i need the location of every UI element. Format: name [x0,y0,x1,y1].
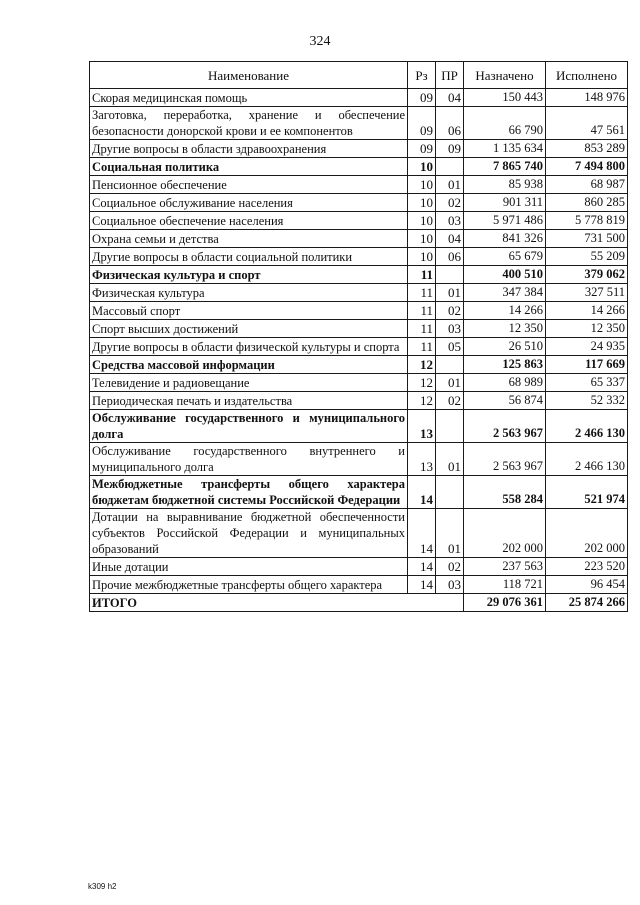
row-assigned: 2 563 967 [464,410,546,443]
table-row [90,476,628,509]
row-name: Дотации на выравнивание бюджетной обеспеченности субъектов Российской Федерации и муниципальных образований [90,509,408,558]
total-assigned: 29 076 361 [464,594,546,612]
header-name: Наименование [90,62,408,89]
row-assigned: 26 510 [464,338,546,356]
row-rz: 11 [408,284,436,302]
page-number: 324 [309,34,331,49]
row-executed: 148 976 [546,89,628,107]
table-row [90,284,628,302]
row-assigned: 5 971 486 [464,212,546,230]
table-row [90,338,628,356]
row-assigned: 237 563 [464,558,546,576]
row-executed: 853 289 [546,140,628,158]
row-assigned: 125 863 [464,356,546,374]
row-executed: 117 669 [546,356,628,374]
row-executed: 2 466 130 [546,443,628,476]
table-row [90,158,628,176]
row-name: Иные дотации [90,558,408,576]
row-executed: 731 500 [546,230,628,248]
row-pr [436,410,464,443]
row-assigned: 66 790 [464,107,546,140]
table-row [90,302,628,320]
row-executed: 55 209 [546,248,628,266]
row-executed: 7 494 800 [546,158,628,176]
row-assigned: 56 874 [464,392,546,410]
table-row [90,194,628,212]
row-executed: 223 520 [546,558,628,576]
row-assigned: 2 563 967 [464,443,546,476]
row-executed: 521 974 [546,476,628,509]
row-rz: 11 [408,338,436,356]
row-assigned: 12 350 [464,320,546,338]
row-pr: 01 [436,443,464,476]
row-rz: 14 [408,576,436,594]
row-rz: 11 [408,302,436,320]
table-row [90,374,628,392]
row-rz: 10 [408,176,436,194]
table-header-row [90,62,628,89]
row-name: Пенсионное обеспечение [90,176,408,194]
table-row [90,107,628,140]
table-row [90,266,628,284]
row-rz: 09 [408,107,436,140]
row-pr: 01 [436,509,464,558]
row-pr: 06 [436,107,464,140]
row-name: Заготовка, переработка, хранение и обеспечение безопасности донорской крови и ее компонентов [90,107,408,140]
table-row [90,140,628,158]
row-pr: 09 [436,140,464,158]
header-executed: Исполнено [546,62,628,89]
row-executed: 12 350 [546,320,628,338]
row-pr: 01 [436,374,464,392]
row-pr: 01 [436,176,464,194]
row-rz: 14 [408,476,436,509]
row-executed: 52 332 [546,392,628,410]
header-rz: Рз [408,62,436,89]
row-name: Прочие межбюджетные трансферты общего характера [90,576,408,594]
header-pr: ПР [436,62,464,89]
row-rz: 11 [408,320,436,338]
row-rz: 10 [408,230,436,248]
row-executed: 96 454 [546,576,628,594]
row-name: Телевидение и радиовещание [90,374,408,392]
row-name: Физическая культура [90,284,408,302]
total-row [90,594,628,612]
row-pr: 01 [436,284,464,302]
row-pr [436,266,464,284]
table-row [90,248,628,266]
row-rz: 12 [408,374,436,392]
row-name: Физическая культура и спорт [90,266,408,284]
row-name: Спорт высших достижений [90,320,408,338]
row-assigned: 85 938 [464,176,546,194]
row-executed: 202 000 [546,509,628,558]
table-row [90,89,628,107]
row-rz: 10 [408,158,436,176]
row-name: Межбюджетные трансферты общего характера бюджетам бюджетной системы Российской Федерации [90,476,408,509]
row-assigned: 400 510 [464,266,546,284]
row-pr: 03 [436,576,464,594]
header-assigned: Назначено [464,62,546,89]
table-row [90,509,628,558]
row-name: Охрана семьи и детства [90,230,408,248]
row-pr: 04 [436,230,464,248]
row-executed: 24 935 [546,338,628,356]
row-assigned: 1 135 634 [464,140,546,158]
row-assigned: 841 326 [464,230,546,248]
row-executed: 860 285 [546,194,628,212]
table-row [90,576,628,594]
row-assigned: 347 384 [464,284,546,302]
table-row [90,176,628,194]
row-rz: 14 [408,509,436,558]
row-executed: 47 561 [546,107,628,140]
total-label: ИТОГО [90,594,464,612]
row-name: Другие вопросы в области здравоохранения [90,140,408,158]
row-rz: 13 [408,443,436,476]
row-pr [436,476,464,509]
footer-code: k309 h2 [88,882,117,891]
row-executed: 65 337 [546,374,628,392]
row-rz: 11 [408,266,436,284]
row-name: Обслуживание государственного внутреннего и муниципального долга [90,443,408,476]
row-name: Средства массовой информации [90,356,408,374]
table-row [90,320,628,338]
row-assigned: 901 311 [464,194,546,212]
row-name: Массовый спорт [90,302,408,320]
row-rz: 09 [408,89,436,107]
row-pr: 03 [436,212,464,230]
row-name: Социальное обеспечение населения [90,212,408,230]
row-assigned: 68 989 [464,374,546,392]
row-pr: 02 [436,558,464,576]
table-row [90,212,628,230]
row-name: Периодическая печать и издательства [90,392,408,410]
row-pr: 02 [436,302,464,320]
row-executed: 327 511 [546,284,628,302]
row-assigned: 202 000 [464,509,546,558]
table-row [90,410,628,443]
row-rz: 13 [408,410,436,443]
row-executed: 2 466 130 [546,410,628,443]
row-assigned: 7 865 740 [464,158,546,176]
row-name: Обслуживание государственного и муниципального долга [90,410,408,443]
table-body [90,89,628,612]
row-rz: 14 [408,558,436,576]
row-pr [436,158,464,176]
row-rz: 10 [408,248,436,266]
row-rz: 09 [408,140,436,158]
row-rz: 10 [408,194,436,212]
row-pr: 05 [436,338,464,356]
row-rz: 12 [408,392,436,410]
budget-table [89,61,628,612]
row-executed: 68 987 [546,176,628,194]
row-assigned: 558 284 [464,476,546,509]
row-pr: 02 [436,194,464,212]
row-name: Другие вопросы в области социальной политики [90,248,408,266]
row-name: Другие вопросы в области физической культуры и спорта [90,338,408,356]
table-row [90,392,628,410]
table-row [90,558,628,576]
row-name: Социальная политика [90,158,408,176]
row-assigned: 150 443 [464,89,546,107]
row-pr: 04 [436,89,464,107]
row-assigned: 65 679 [464,248,546,266]
row-name: Социальное обслуживание населения [90,194,408,212]
table-row [90,443,628,476]
row-pr: 03 [436,320,464,338]
row-executed: 5 778 819 [546,212,628,230]
row-rz: 10 [408,212,436,230]
row-executed: 379 062 [546,266,628,284]
table-row [90,356,628,374]
row-assigned: 118 721 [464,576,546,594]
table-row [90,230,628,248]
row-pr [436,356,464,374]
row-name: Скорая медицинская помощь [90,89,408,107]
row-assigned: 14 266 [464,302,546,320]
total-executed: 25 874 266 [546,594,628,612]
row-rz: 12 [408,356,436,374]
row-pr: 06 [436,248,464,266]
row-pr: 02 [436,392,464,410]
row-executed: 14 266 [546,302,628,320]
